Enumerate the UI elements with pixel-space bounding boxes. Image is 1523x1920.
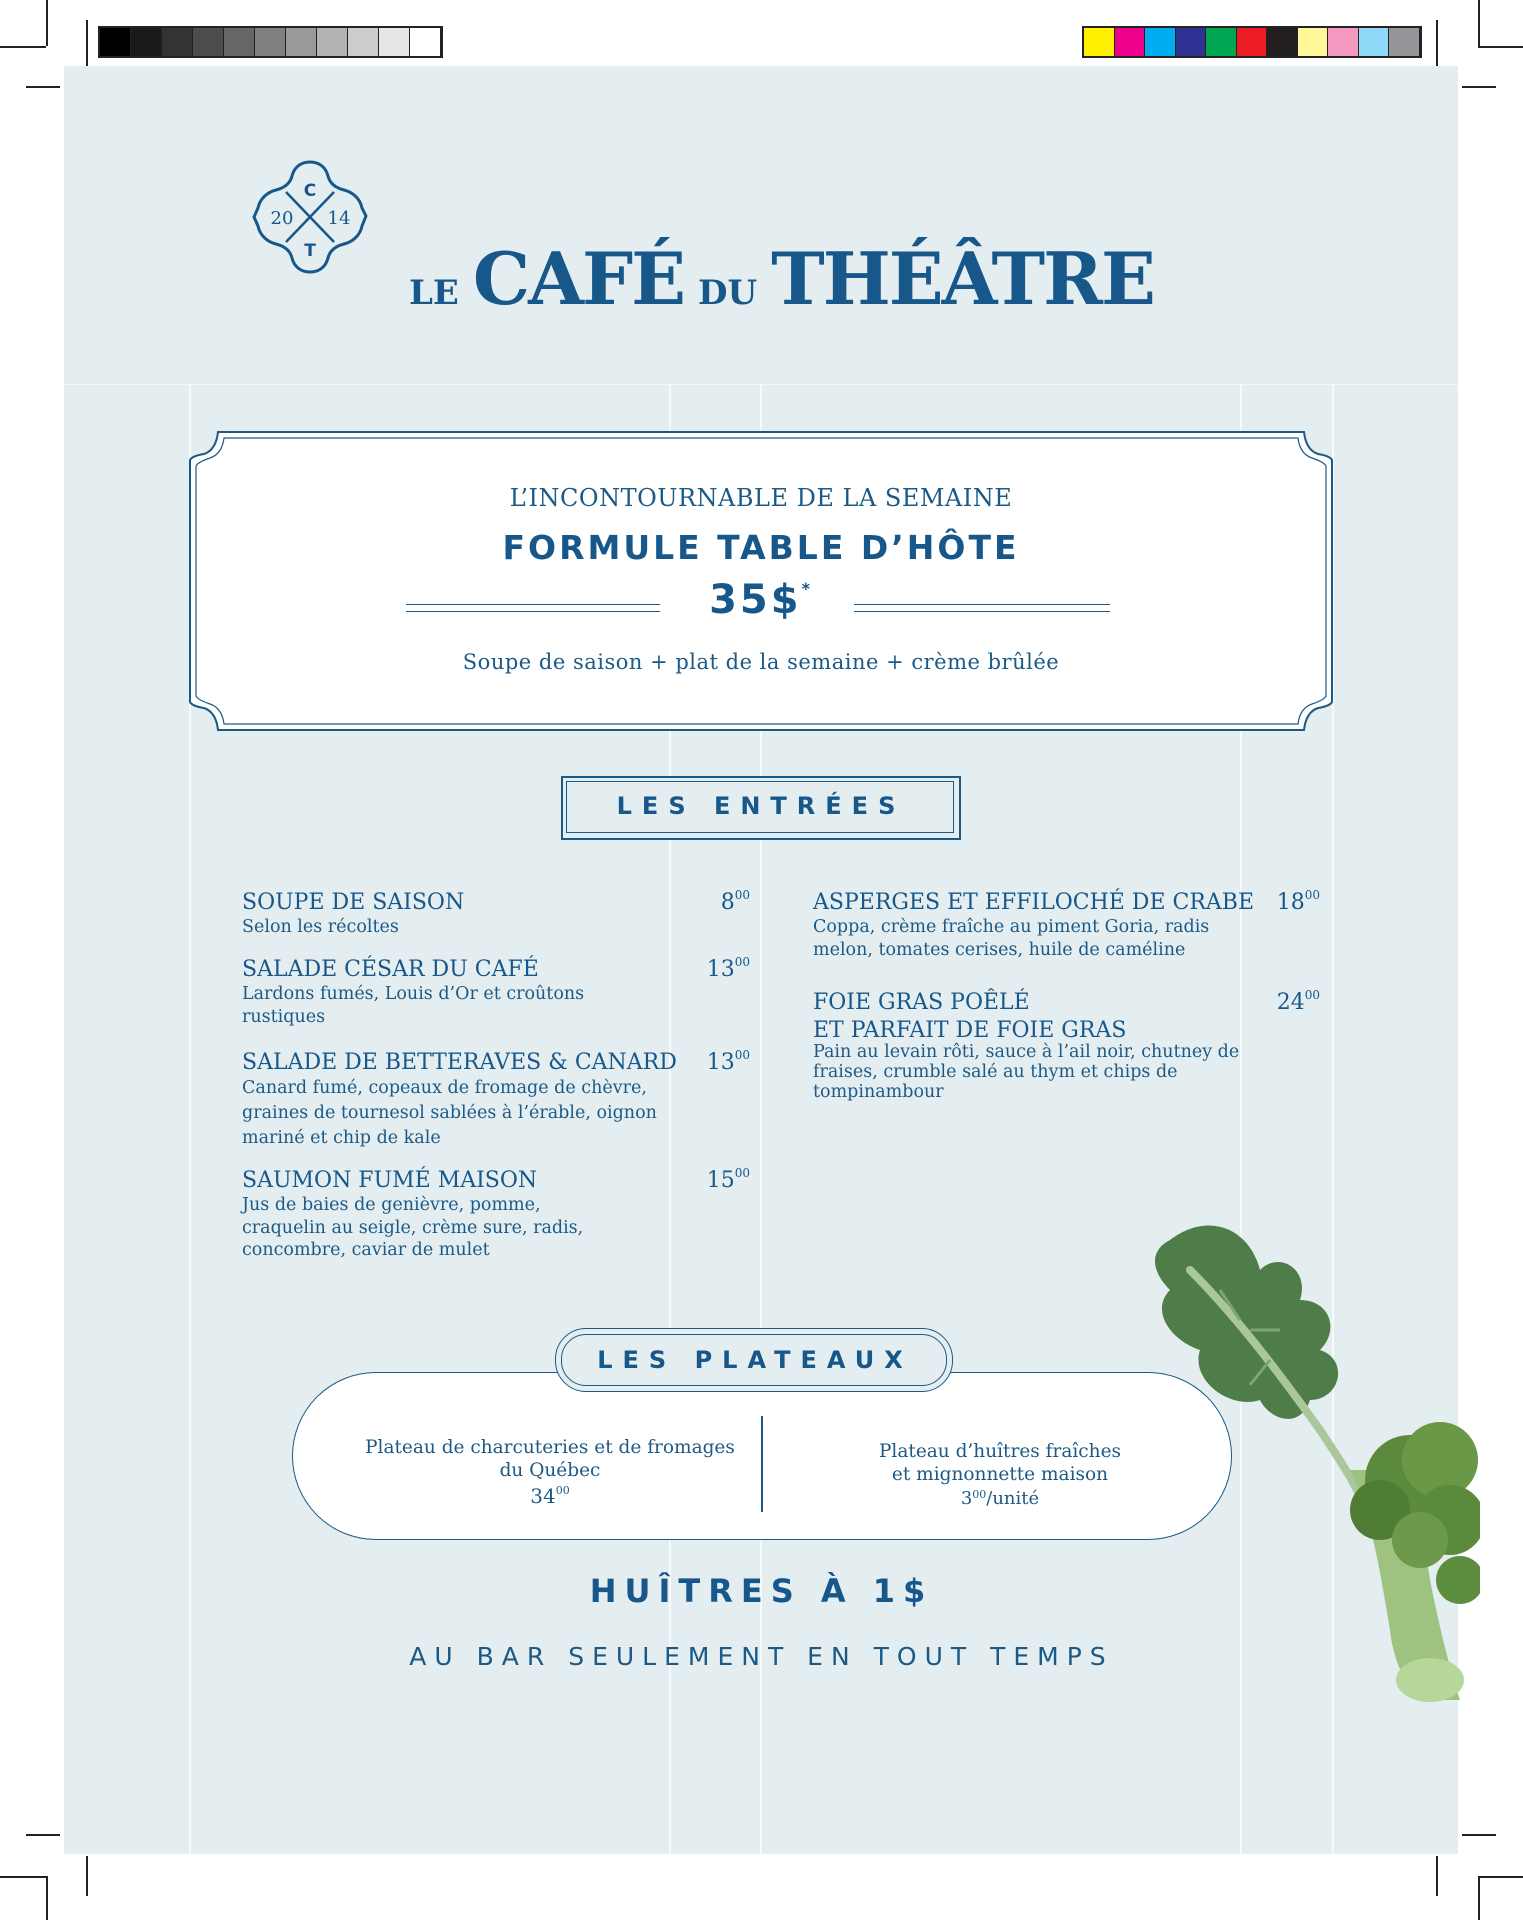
name-le: LE — [409, 273, 459, 313]
plateaux-divider — [761, 1416, 763, 1512]
logo-letter-bottom: T — [304, 241, 316, 261]
gray-swatch — [255, 28, 286, 56]
logo-letter-top: C — [303, 181, 317, 201]
table-dhote-content — [188, 366, 1334, 674]
crop-mark — [46, 1876, 48, 1920]
logo-year-left: 20 — [270, 208, 294, 229]
menu-item-name: FOIE GRAS POÊLÉ — [813, 990, 1030, 1015]
crop-mark — [1478, 1876, 1523, 1878]
plateau-huitres: Plateau d’huîtres fraîches et mignonnette maison — [878, 1441, 1122, 1485]
crop-mark — [1436, 20, 1438, 66]
crop-mark — [0, 46, 46, 48]
color-swatch — [1145, 28, 1176, 56]
crop-mark — [1462, 1834, 1496, 1836]
menu-item-description: Coppa, crème fraîche au piment Goria, radis melon, tomates cerises, huile de caméline — [813, 917, 1210, 960]
color-swatch — [1176, 28, 1207, 56]
crop-mark — [86, 1856, 88, 1896]
huitres-promo-headline: HUÎTRES À 1$ — [589, 1572, 934, 1610]
color-swatch — [1115, 28, 1146, 56]
plateau-charcuteries-price: $34^{00}$ — [530, 1484, 570, 1508]
menu-item-price: $18^{00}$ — [1276, 888, 1320, 915]
gray-swatch — [410, 28, 441, 56]
menu-item-name: ASPERGES ET EFFILOCHÉ DE CRABE — [813, 890, 1255, 915]
table-dhote-description: Soupe de saison + plat de la semaine + crème brûlée — [462, 650, 1060, 674]
color-swatch — [1389, 28, 1420, 56]
table-dhote-kicker: L’INCONTOURNABLE DE LA SEMAINE — [509, 484, 1013, 512]
gray-swatch — [348, 28, 379, 56]
gray-swatch — [193, 28, 224, 56]
color-swatch — [1267, 28, 1298, 56]
crop-mark — [1478, 1876, 1480, 1920]
menu-item-description: Selon les récoltes — [242, 917, 399, 937]
logo-year-right: 14 — [327, 208, 351, 229]
menu-item-description: Jus de baies de genièvre, pomme, craquelin au seigle, crème sure, radis, concombre, caviar de mulet — [242, 1195, 584, 1260]
crop-mark — [1478, 46, 1523, 48]
crop-mark — [1462, 86, 1496, 88]
gray-swatch — [162, 28, 193, 56]
menu-item-description: Pain au levain rôti, sauce à l’ail noir, chutney de fraises, crumble salé au thym et chips de tompinambour — [813, 1042, 1240, 1102]
menu-item-name: SALADE DE BETTERAVES & CANARD — [242, 1050, 677, 1075]
entrees-heading: LES ENTRÉES — [616, 792, 906, 820]
menu-item-description: Lardons fumés, Louis d’Or et croûtons rustiques — [242, 984, 585, 1027]
menu-item-name: ET PARFAIT DE FOIE GRAS — [813, 1018, 1127, 1043]
table-dhote-price: 35$* — [709, 577, 813, 623]
gray-swatch — [286, 28, 317, 56]
gray-swatch — [379, 28, 410, 56]
name-cafe: CAFÉ — [472, 236, 684, 321]
table-dhote-title: FORMULE TABLE D’HÔTE — [502, 528, 1020, 567]
color-swatch — [1298, 28, 1329, 56]
menu-item-name: SALADE CÉSAR DU CAFÉ — [242, 957, 539, 982]
gray-swatch — [100, 28, 131, 56]
grayscale-calibration-bar — [98, 26, 443, 58]
huitres-promo-subline: AU BAR SEULEMENT EN TOUT TEMPS — [409, 1642, 1114, 1671]
restaurant-name — [409, 236, 1154, 336]
crop-mark — [46, 0, 48, 46]
color-swatch — [1206, 28, 1237, 56]
color-calibration-bar — [1082, 26, 1422, 58]
gray-swatch — [224, 28, 255, 56]
crop-mark — [86, 20, 88, 66]
menu-item-price: $8^{00}$ — [720, 888, 750, 915]
name-theatre: THÉÂTRE — [771, 236, 1154, 321]
color-swatch — [1328, 28, 1359, 56]
plateaux-heading: LES PLATEAUX — [597, 1346, 913, 1374]
color-swatch — [1084, 28, 1115, 56]
crop-mark — [0, 1876, 46, 1878]
menu-item-price: $13^{00}$ — [706, 1048, 750, 1075]
cafe-monogram-logo — [250, 156, 370, 278]
crop-mark — [26, 1834, 60, 1836]
crop-mark — [1436, 1856, 1438, 1896]
crop-mark — [1478, 0, 1480, 46]
gray-swatch — [131, 28, 162, 56]
color-swatch — [1359, 28, 1390, 56]
crop-mark — [26, 86, 60, 88]
menu-item-name: SAUMON FUMÉ MAISON — [242, 1168, 538, 1193]
menu-item-price: $15^{00}$ — [706, 1166, 750, 1193]
plateau-charcuteries: Plateau de charcuteries et de fromages du Québec — [365, 1437, 735, 1481]
name-du: DU — [698, 273, 758, 313]
menu-item-description: Canard fumé, copeaux de fromage de chèvre, graines de tournesol sablées à l’érable, oignon mariné et chip de kale — [242, 1078, 657, 1148]
menu-item-price: $13^{00}$ — [706, 955, 750, 982]
color-swatch — [1237, 28, 1268, 56]
gray-swatch — [317, 28, 348, 56]
menu-item-name: SOUPE DE SAISON — [242, 890, 465, 915]
plateau-huitres-price: $3^{00}$/unité — [960, 1488, 1040, 1509]
menu-item-price: $24^{00}$ — [1276, 988, 1320, 1015]
